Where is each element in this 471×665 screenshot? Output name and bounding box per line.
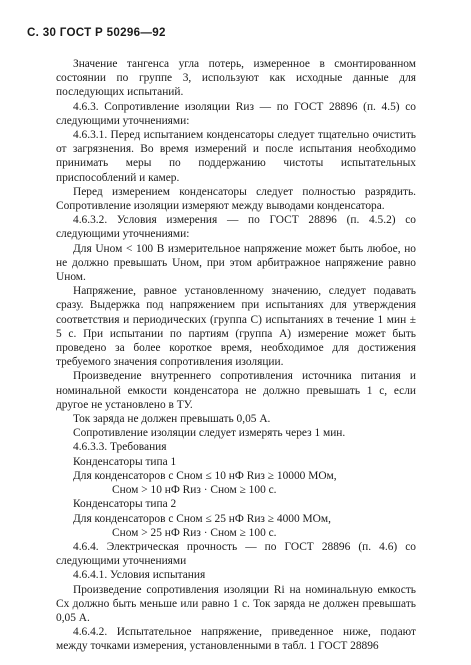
paragraph-discharge: Перед измерением конденсаторы следует полностью разрядить. Сопротивление изоляции измеряют между выводами конденсатора. [56, 185, 416, 213]
section-4-6-4-heading: 4.6.4. Электрическая прочность — по ГОСТ 28896 (п. 4.6) со следующими уточнениями [56, 540, 416, 568]
type-1-requirement-high: Сном > 10 нФ Rиз · Сном ≥ 100 с. [112, 484, 277, 497]
paragraph-measure-time: Сопротивление изоляции следует измерять через 1 мин. [73, 427, 346, 440]
body-text [56, 57, 416, 654]
section-4-6-3-heading: 4.6.3. Сопротивление изоляции Rиз — по ГОСТ 28896 (п. 4.5) со следующими уточнениями: [56, 100, 416, 127]
section-4-6-3-2-heading: 4.6.3.2. Условия измерения — по ГОСТ 28896 (п. 4.5.2) со следующими уточнениями: [56, 214, 416, 241]
capacitor-type-1-label: Конденсаторы типа 1 [73, 455, 177, 468]
type-2-requirement-low: Для конденсаторов с Сном ≤ 25 нФ Rиз ≥ 4000 МОм, [73, 512, 331, 525]
paragraph-4-6-3-1: 4.6.3.1. Перед испытанием конденсаторы следует тщательно очистить от загрязнения. Во время измерений и после испытания необходимо принимать меры по поддержанию чистоты испытательных приспособлений и камер. [56, 129, 416, 184]
paragraph-loss-tangent: Значение тангенса угла потерь, измеренное в смонтированном состоянии по группе 3, используют как исходные данные для последующих испытаний. [56, 58, 416, 99]
paragraph-insulation-product: Произведение сопротивления изоляции Ri на номинальную емкость Сх должно быть меньше или равно 1 с. Ток заряда не должен превышать 0,05 А. [56, 583, 416, 624]
section-4-6-4-1-heading: 4.6.4.1. Условия испытания [73, 569, 206, 582]
page-header: С. 30 ГОСТ Р 50296—92 [27, 26, 166, 39]
section-4-6-3-3-heading: 4.6.3.3. Требования [73, 441, 167, 454]
paragraph-measuring-voltage: Для Uном < 100 В измерительное напряжение может быть любое, но не должно превышать Uном, при этом арбитражное напряжение равно Uном. [56, 242, 416, 284]
type-2-requirement-high: Сном > 25 нФ Rиз · Сном ≥ 100 с. [112, 526, 277, 539]
paragraph-charge-current: Ток заряда не должен превышать 0,05 А. [73, 413, 271, 426]
capacitor-type-2-label: Конденсаторы типа 2 [73, 498, 177, 511]
paragraph-4-6-4-2: 4.6.4.2. Испытательное напряжение, приведенное ниже, подают между точками измерения, установленными в табл. 1 ГОСТ 28896 [56, 626, 416, 653]
paragraph-source-resistance: Произведение внутреннего сопротивления источника питания и номинальной емкости конденсатора не должно превышать 1 с, если другое не установлено в ТУ. [56, 370, 416, 411]
type-1-requirement-low: Для конденсаторов с Сном ≤ 10 нФ Rиз ≥ 10000 МОм, [73, 469, 337, 482]
paragraph-voltage-application: Напряжение, равное установленному значению, следует подавать сразу. Выдержка под напряжением при испытаниях для утверждения соответствия и периодических (группа С) испытаниях в течение 1 мин ± 5 с. При испытании по партиям (группа А) измерение может быть проведено за более короткое время, необходимое для достижения требуемого значения сопротивления изоляции. [56, 285, 416, 369]
